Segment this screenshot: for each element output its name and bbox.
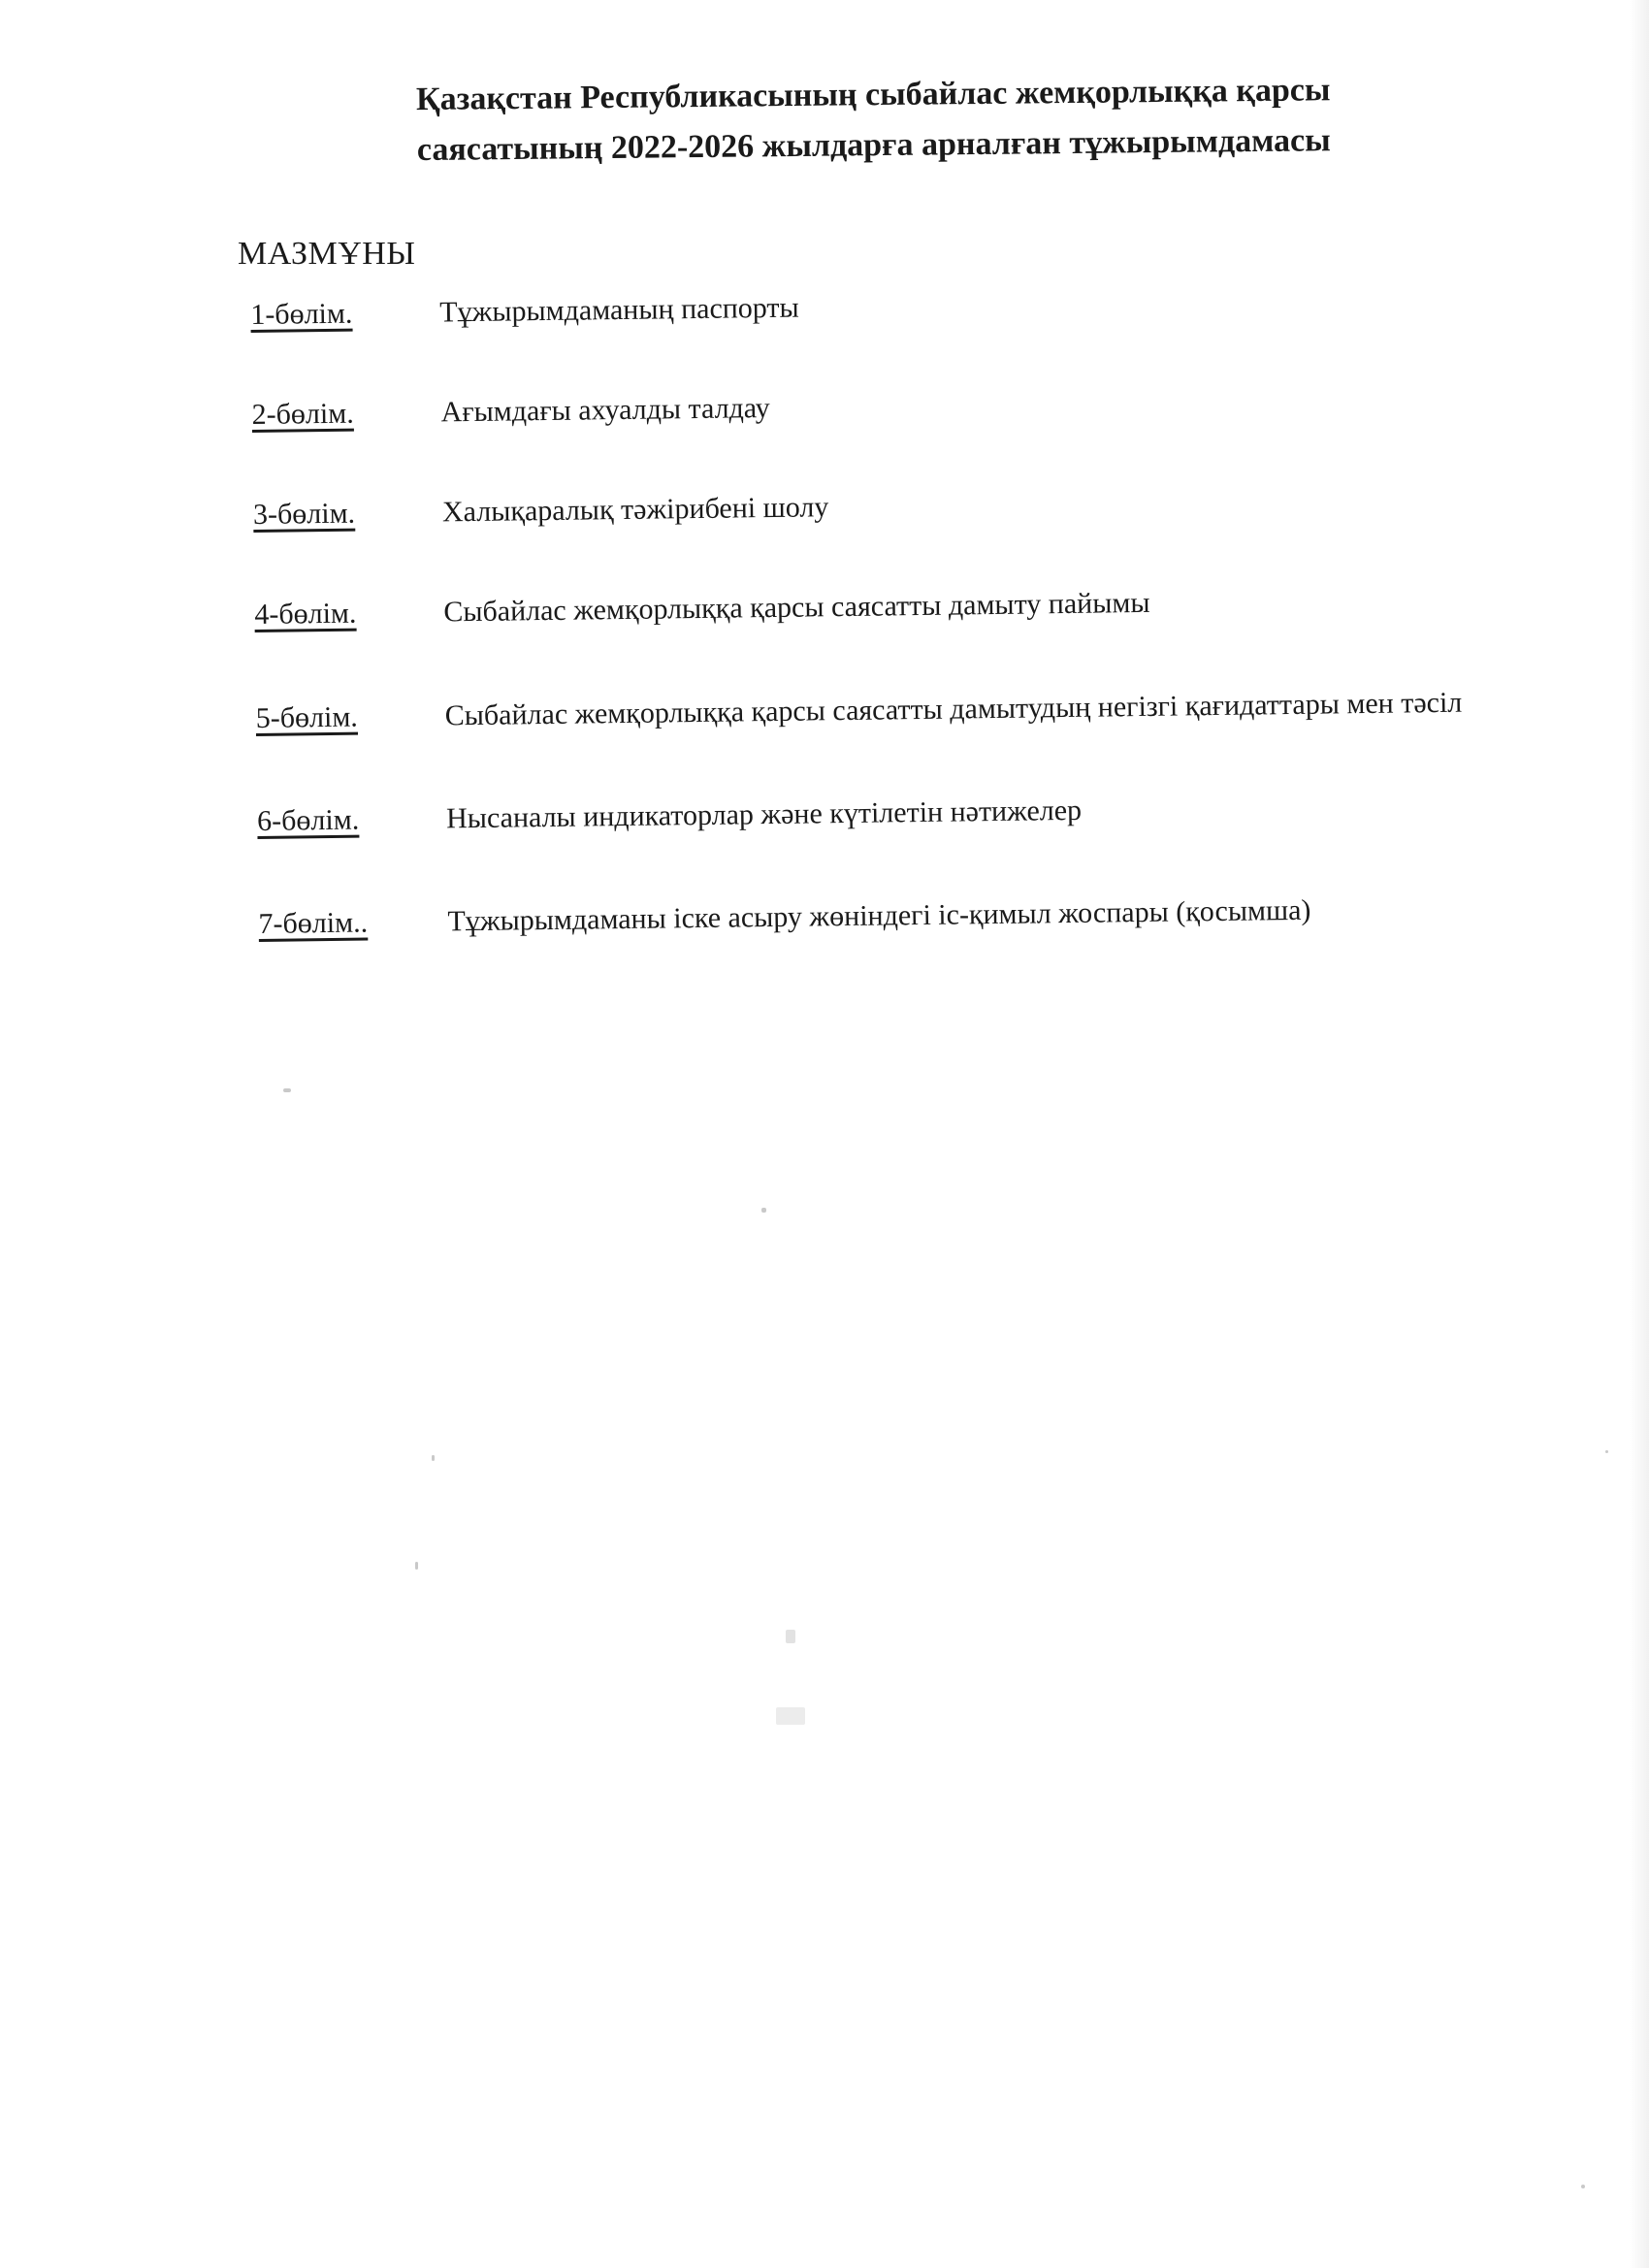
- toc-item-5: [255, 686, 1463, 743]
- scan-page-edge: [1630, 0, 1649, 2268]
- scan-speck: [283, 1088, 291, 1092]
- toc-item-3: [252, 491, 829, 539]
- toc-section-number: 5-бөлім.: [255, 700, 359, 734]
- toc-section-number: 1-бөлім.: [250, 297, 353, 331]
- toc-item-6: [256, 794, 1083, 846]
- toc-section-title: Тұжырымдаманы іске асыру жөніндегі іс-қимыл жоспары (қосымша): [447, 893, 1311, 938]
- document-title: [330, 64, 1417, 177]
- toc-section-title: Халықаралық тәжірибені шолу: [441, 491, 829, 529]
- table-of-contents: [250, 274, 1617, 970]
- scan-speck: [432, 1455, 435, 1461]
- toc-section-title: Нысаналы индикаторлар және күтілетін нәтижелер: [445, 794, 1083, 835]
- title-line-1: Қазақстан Республикасының сыбайлас жемқорлыққа қарсы: [415, 72, 1331, 118]
- toc-section-title: Ағымдағы ахуалды талдау: [440, 392, 770, 429]
- toc-item-1: [250, 291, 799, 340]
- toc-section-number: 4-бөлім.: [254, 597, 357, 631]
- toc-section-number: 7-бөлім..: [258, 906, 369, 940]
- toc-section-number: 2-бөлім.: [251, 397, 354, 431]
- title-line-2: саясатының 2022-2026 жылдарға арналған тұжырымдамасы: [416, 122, 1331, 169]
- toc-section-number: 6-бөлім.: [256, 803, 360, 837]
- toc-section-number: 3-бөлім.: [252, 497, 356, 531]
- scan-speck: [786, 1630, 795, 1643]
- toc-item-7: [258, 893, 1311, 949]
- scan-speck: [776, 1707, 805, 1725]
- toc-heading: МАЗМҰНЫ: [238, 236, 416, 272]
- toc-section-title: Сыбайлас жемқорлыққа қарсы саясатты дамыту пайымы: [443, 586, 1150, 629]
- toc-section-title: Тұжырымдаманың паспорты: [439, 291, 799, 329]
- scan-speck: [761, 1208, 766, 1213]
- scan-speck: [415, 1562, 418, 1570]
- scan-speck: [1581, 2185, 1585, 2188]
- toc-item-2: [251, 391, 770, 439]
- scan-speck: [1605, 1450, 1608, 1453]
- toc-section-title: Сыбайлас жемқорлыққа қарсы саясатты дамытудың негізгі қағидаттары мен тәсіл: [444, 686, 1463, 732]
- toc-item-4: [254, 586, 1150, 639]
